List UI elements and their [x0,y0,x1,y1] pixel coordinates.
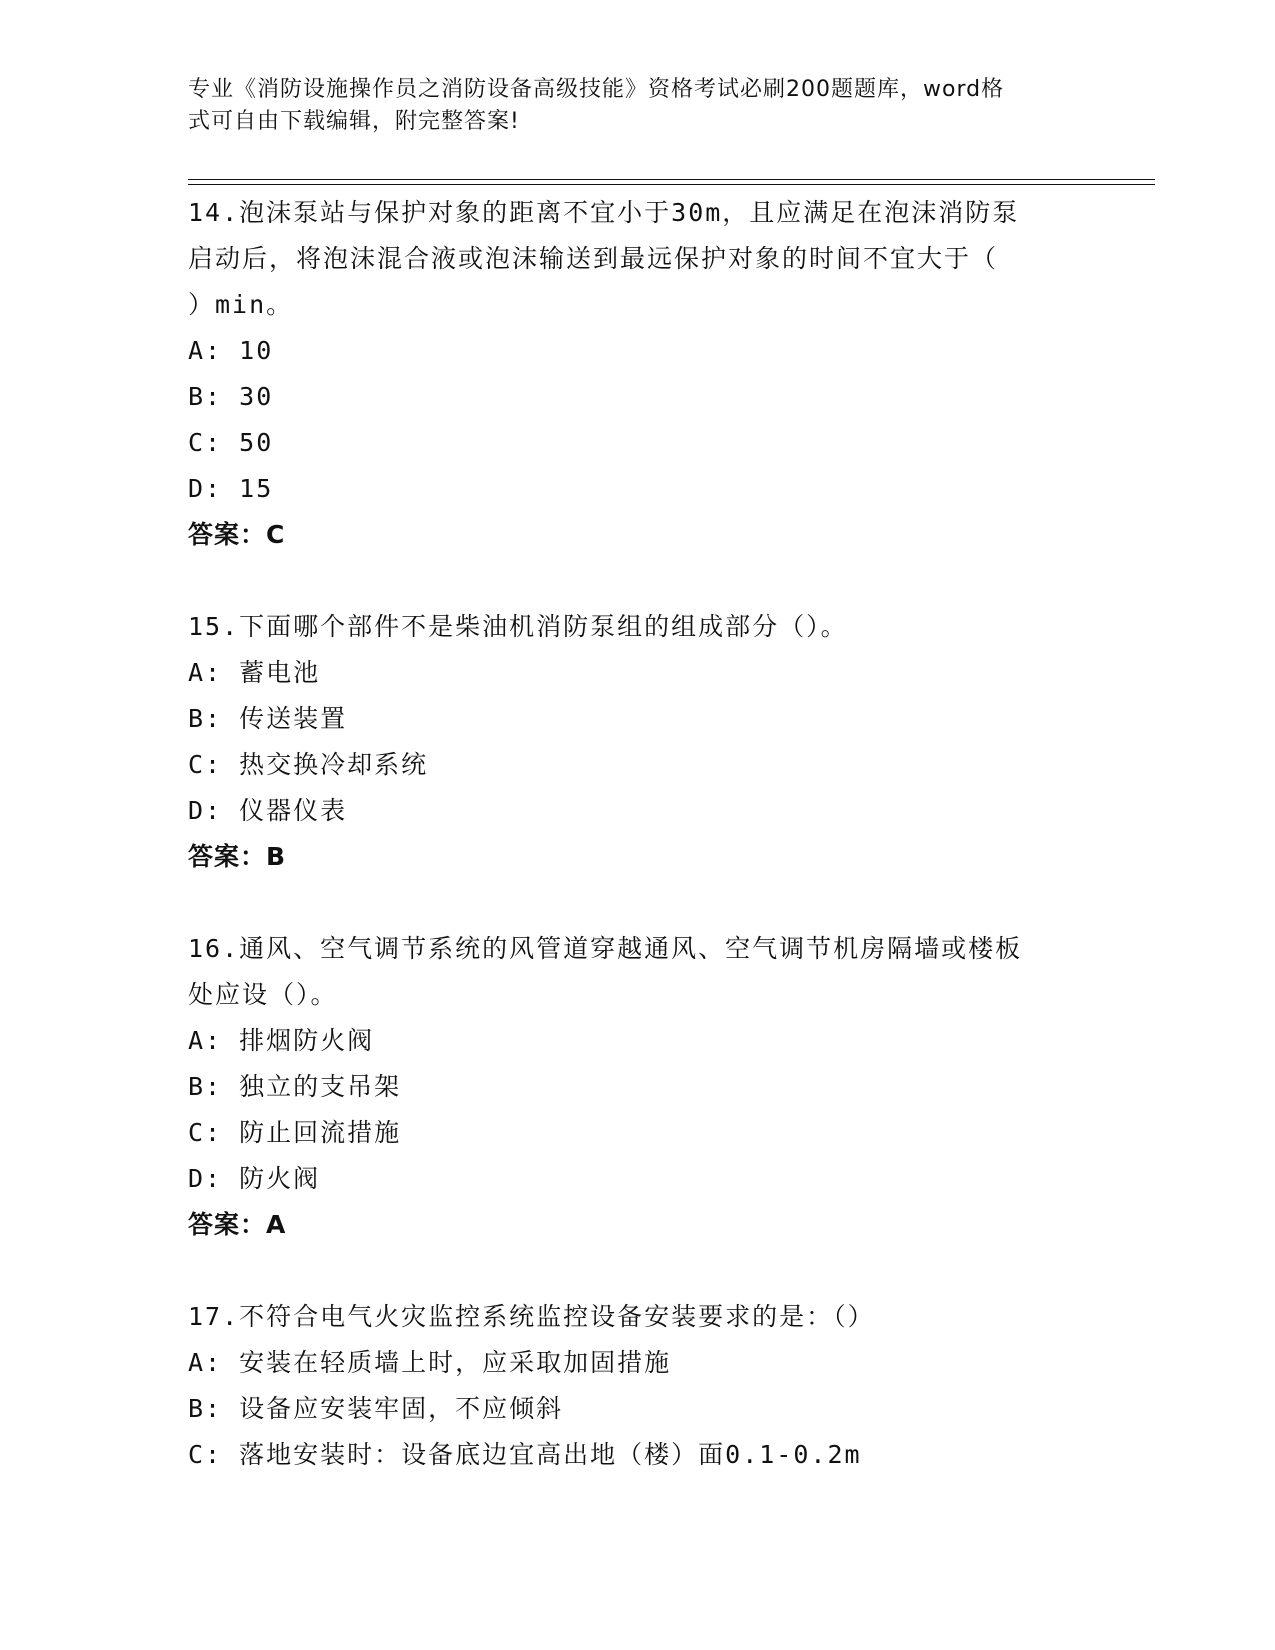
option-b: B: 传送装置 [188,704,348,733]
header-divider-top [188,179,1155,180]
option-d: D: 仪器仪表 [188,796,348,825]
option-b: B: 独立的支吊架 [188,1072,402,1101]
question-15 [188,604,1088,880]
option-b: B: 30 [188,382,274,411]
question-17 [188,1294,1088,1478]
option-c: C: 50 [188,428,274,457]
option-a: A: 安装在轻质墙上时，应采取加固措施 [188,1348,672,1377]
option-a: A: 10 [188,336,274,365]
question-stem-line: 处应设（）。 [188,980,338,1009]
question-stem-line: 16.通风、空气调节系统的风管道穿越通风、空气调节机房隔墙或楼板 [188,934,1023,963]
question-list [188,190,1088,1478]
question-stem-line: 启动后，将泡沫混合液或泡沫输送到最远保护对象的时间不宜大于（ [188,244,999,273]
question-spacer [188,1248,1088,1294]
question-16 [188,926,1088,1248]
header-line-2: 式可自由下载编辑，附完整答案! [188,109,520,134]
option-c: C: 防止回流措施 [188,1118,402,1147]
option-a: A: 排烟防火阀 [188,1026,375,1055]
option-d: D: 防火阀 [188,1164,321,1193]
header-line-1: 专业《消防设施操作员之消防设备高级技能》资格考试必刷200题题库，word格 [188,77,1005,102]
answer-line: 答案：B [188,842,287,871]
answer-line: 答案：A [188,1210,287,1239]
option-c: C: 热交换冷却系统 [188,750,429,779]
question-stem-line: 15.下面哪个部件不是柴油机消防泵组的组成部分（）。 [188,612,848,641]
option-c: C: 落地安装时：设备底边宜高出地（楼）面0.1-0.2m [188,1440,862,1469]
question-stem-line: 17.不符合电气火灾监控系统监控设备安装要求的是：（） [188,1302,875,1331]
header-divider-bottom [188,184,1155,185]
question-stem-line: 14.泡沫泵站与保护对象的距离不宜小于30m，且应满足在泡沫消防泵 [188,198,1020,227]
question-14 [188,190,1088,558]
option-d: D: 15 [188,474,274,503]
question-spacer [188,880,1088,926]
question-spacer [188,558,1088,604]
answer-line: 答案：C [188,520,286,549]
option-a: A: 蓄电池 [188,658,321,687]
question-stem-line: ）min。 [188,290,294,319]
option-b: B: 设备应安装牢固，不应倾斜 [188,1394,564,1423]
document-header [188,74,1088,138]
